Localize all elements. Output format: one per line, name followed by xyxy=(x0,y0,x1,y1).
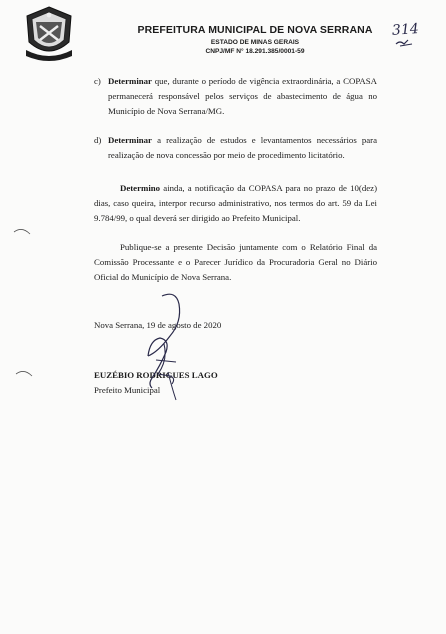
folio-number: 314 xyxy=(391,21,420,39)
notification-paragraph xyxy=(94,181,377,226)
publication-paragraph: Publique-se a presente Decisão juntamente com o Relatório Final da Comissão Processante e o Parecer Jurídico da Procuradoria Geral no Diário Oficial do Município de Nova Serrana. xyxy=(94,242,377,282)
item-d-marker: d) xyxy=(94,135,102,145)
notification-text: ainda, a notificação da COPASA para no prazo de 10(dez) dias, caso queira, interpor recurso administrativo, nos termos do art. 59 da Lei 9.784/99, o qual deverá ser dirigido ao Prefeito Municipal. xyxy=(94,183,377,223)
signatory-role: Prefeito Municipal xyxy=(94,385,161,395)
notification-verb: Determino xyxy=(120,183,161,193)
item-c-verb: Determinar xyxy=(108,76,152,86)
item-d-text: a realização de estudos e levantamentos necessários para realização de nova concessão por meio de procedimento licitatório. xyxy=(108,135,377,160)
item-c-marker: c) xyxy=(94,76,101,86)
item-d-verb: Determinar xyxy=(108,135,152,145)
item-c xyxy=(94,74,377,119)
item-d xyxy=(94,133,377,163)
letterhead xyxy=(0,24,446,55)
signatory-name: EUZÉBIO RODRIGUES LAGO xyxy=(94,370,218,380)
dateline: Nova Serrana, 19 de agosto de 2020 xyxy=(94,320,222,330)
municipality-name: PREFEITURA MUNICIPAL DE NOVA SERRANA xyxy=(137,24,373,36)
state-name: ESTADO DE MINAS GERAIS xyxy=(210,39,300,46)
cnpj-number: CNPJ/MF N° 18.291.385/0001-59 xyxy=(205,48,305,55)
item-c-text: que, durante o período de vigência extraordinária, a COPASA permanecerá responsável pelos serviços de abastecimento de água no Município de Nova Serrana/MG. xyxy=(108,76,377,116)
